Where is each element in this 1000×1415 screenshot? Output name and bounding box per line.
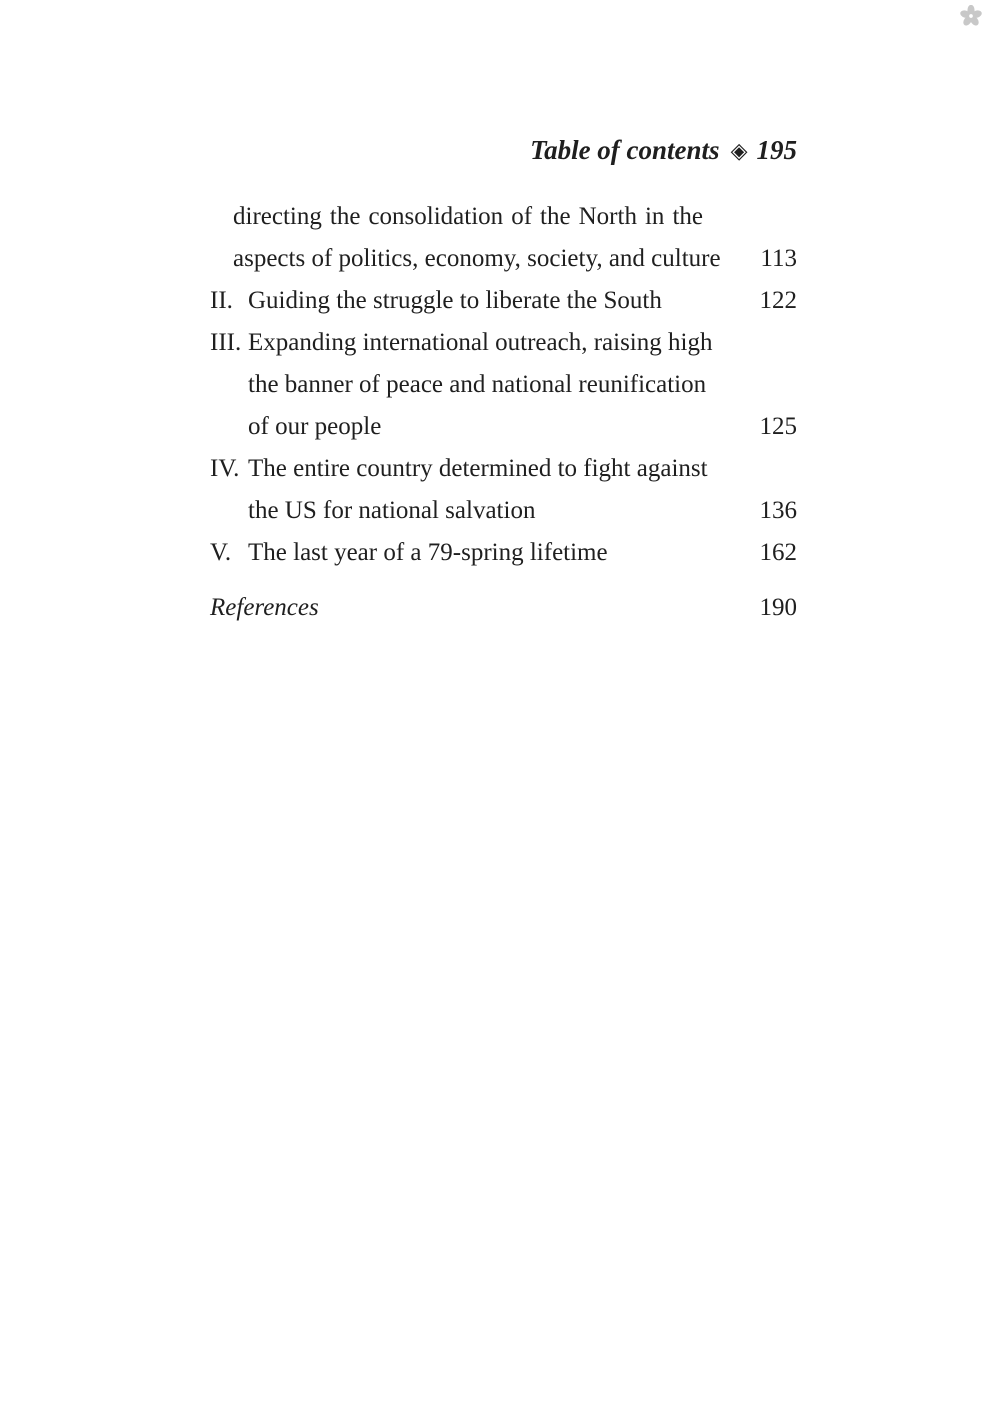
toc-entry-text: the US for national salvation [248, 497, 536, 524]
toc-entry-text: of our people [248, 413, 382, 440]
toc-page-number: 162 [759, 539, 797, 566]
toc-entry-numeral: V. [210, 539, 232, 566]
toc-page-number: 125 [759, 413, 797, 440]
toc-entry-numeral: II. [210, 287, 233, 314]
toc-entry-text: directing the consolidation of the North in the [233, 203, 703, 230]
toc-line [210, 490, 797, 532]
toc-line [210, 196, 797, 238]
toc-entry-numeral: III. [210, 329, 242, 356]
toc-page-number: 113 [760, 245, 797, 272]
running-head-page-number: 195 [756, 135, 797, 165]
table-of-contents [210, 196, 797, 629]
toc-entry-text: aspects of politics, economy, society, and culture [233, 245, 721, 272]
toc-line [210, 448, 797, 490]
toc-page-number: 136 [759, 497, 797, 524]
toc-line [210, 280, 797, 322]
toc-line [210, 238, 797, 280]
toc-entry-text: The entire country determined to fight against [248, 455, 708, 482]
toc-entry-text: The last year of a 79-spring lifetime [248, 539, 608, 566]
diamond-icon: ◈ [730, 139, 748, 164]
toc-entry-numeral: IV. [210, 455, 240, 482]
flower-icon [960, 5, 982, 27]
toc-entry-text: Expanding international outreach, raising high [248, 329, 713, 356]
running-head [210, 135, 797, 168]
references-page-number: 190 [759, 594, 797, 621]
toc-entry-text: the banner of peace and national reunification [248, 371, 707, 398]
toc-page-number: 122 [759, 287, 797, 314]
toc-line [210, 322, 797, 364]
toc-line-references [210, 587, 797, 629]
references-label: References [210, 594, 319, 621]
page-content [210, 135, 797, 629]
toc-line [210, 532, 797, 574]
toc-entry-text: Guiding the struggle to liberate the South [248, 287, 662, 314]
toc-line [210, 364, 797, 406]
running-head-title: Table of contents [530, 135, 720, 165]
toc-line [210, 406, 797, 448]
